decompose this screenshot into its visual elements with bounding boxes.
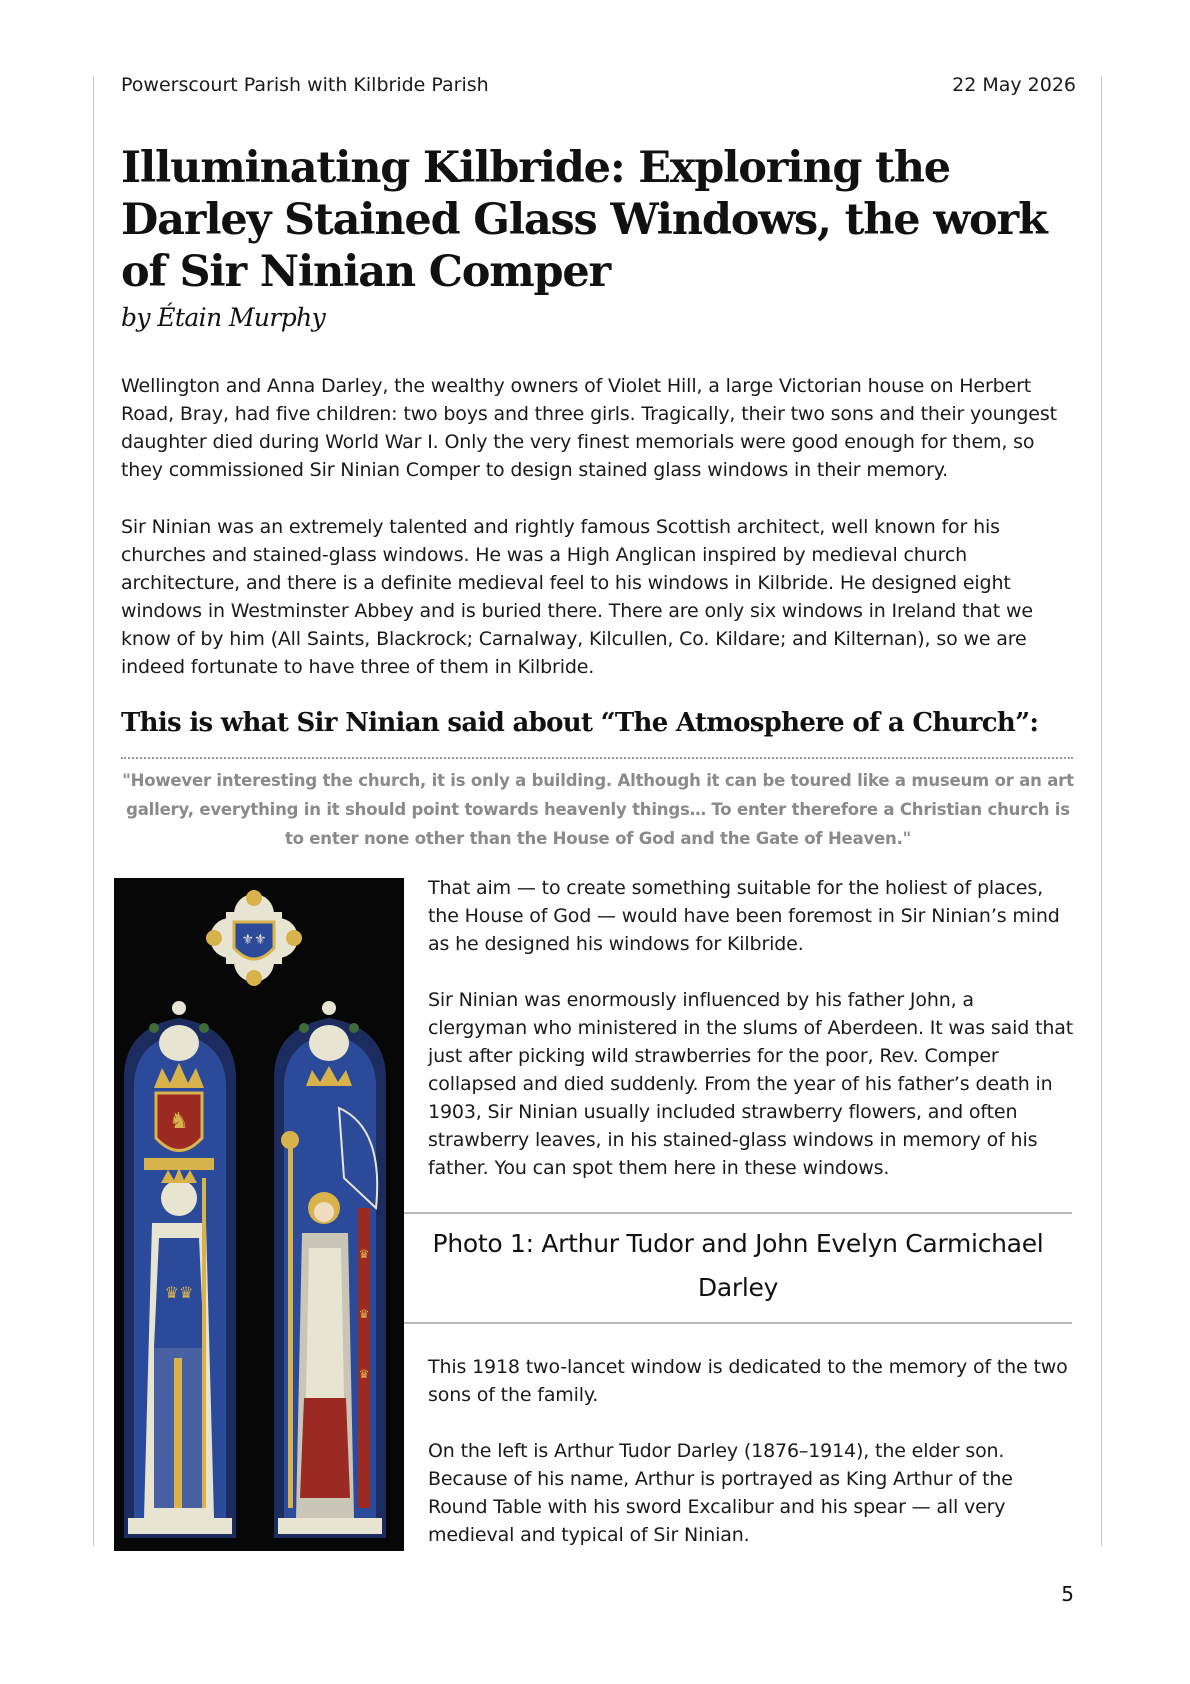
right-margin-rule xyxy=(1101,76,1102,1546)
caption-top-rule xyxy=(404,1212,1072,1214)
caption-bottom-rule xyxy=(404,1322,1072,1324)
dotted-divider xyxy=(121,757,1073,759)
svg-text:♞: ♞ xyxy=(169,1109,189,1134)
svg-text:♛: ♛ xyxy=(358,1247,370,1261)
article-byline: by Étain Murphy xyxy=(121,303,326,332)
column-paragraph-1: That aim — to create something suitable for the holiest of places, the House of God — would have been foremost in Sir Ninian’s mind as he designed his windows for Kilbride. xyxy=(428,877,1060,955)
page-number: 5 xyxy=(1061,1582,1074,1606)
article-title: Illuminating Kilbride: Exploring the Darley Stained Glass Windows, the work of Sir Ninian Comper xyxy=(121,143,1047,297)
comper-quote: "However interesting the church, it is only a building. Although it can be toured like a museum or an art gallery, everything in it should point towards heavenly things… To enter therefore a Christian church is to enter none other than the House of God and the Gate of Heaven." xyxy=(122,771,1074,848)
column-paragraph-3: This 1918 two-lancet window is dedicated to the memory of the two sons of the family. xyxy=(428,1356,1068,1406)
left-lancet xyxy=(124,1018,236,1538)
header-date: 22 May 2026 xyxy=(952,74,1076,96)
header-parish: Powerscourt Parish with Kilbride Parish xyxy=(121,74,489,96)
stained-glass-photo xyxy=(114,878,404,1551)
svg-text:♛: ♛ xyxy=(358,1307,370,1321)
intro-paragraph-1: Wellington and Anna Darley, the wealthy owners of Violet Hill, a large Victorian house on Herbert Road, Bray, had five children: two boys and three girls. Tragically, their two sons and their youngest daughter died during World War I. Only the very finest memorials were good enough for them, so they commissioned Sir Ninian Comper to design stained glass windows in their memory. xyxy=(121,375,1057,481)
svg-text:⚜⚜: ⚜⚜ xyxy=(241,932,267,948)
svg-text:♛: ♛ xyxy=(358,1367,370,1381)
right-lancet xyxy=(274,1018,386,1538)
photo-caption: Photo 1: Arthur Tudor and John Evelyn Carmichael Darley xyxy=(432,1229,1044,1302)
intro-paragraph-2: Sir Ninian was an extremely talented and rightly famous Scottish architect, well known for his churches and stained-glass windows. He was a High Anglican inspired by medieval church architecture, and there is a definite medieval feel to his windows in Kilbride. He designed eight windows in Westminster Abbey and is buried there. There are only six windows in Ireland that we know of by him (All Saints, Blackrock; Carnalway, Kilcullen, Co. Kildare; and Kilternan), so we are indeed fortunate to have three of them in Kilbride. xyxy=(121,516,1033,678)
column-paragraph-2: Sir Ninian was enormously influenced by his father John, a clergyman who ministered in the slums of Aberdeen. It was said that just after picking wild strawberries for the poor, Rev. Comper collapsed and died suddenly. From the year of his father’s death in 1903, Sir Ninian usually included strawberry flowers, and often strawberry leaves, in his stained-glass windows in memory of his father. You can spot them here in these windows. xyxy=(428,989,1074,1179)
svg-text:♛♛: ♛♛ xyxy=(164,1283,194,1302)
section-subheading: This is what Sir Ninian said about “The Atmosphere of a Church”: xyxy=(121,708,1039,738)
left-margin-rule xyxy=(93,76,94,1546)
column-paragraph-4: On the left is Arthur Tudor Darley (1876–1914), the elder son. Because of his name, Arthur is portrayed as King Arthur of the Round Table with his sword Excalibur and his spear — all very medieval and typical of Sir Ninian. xyxy=(428,1440,1013,1546)
